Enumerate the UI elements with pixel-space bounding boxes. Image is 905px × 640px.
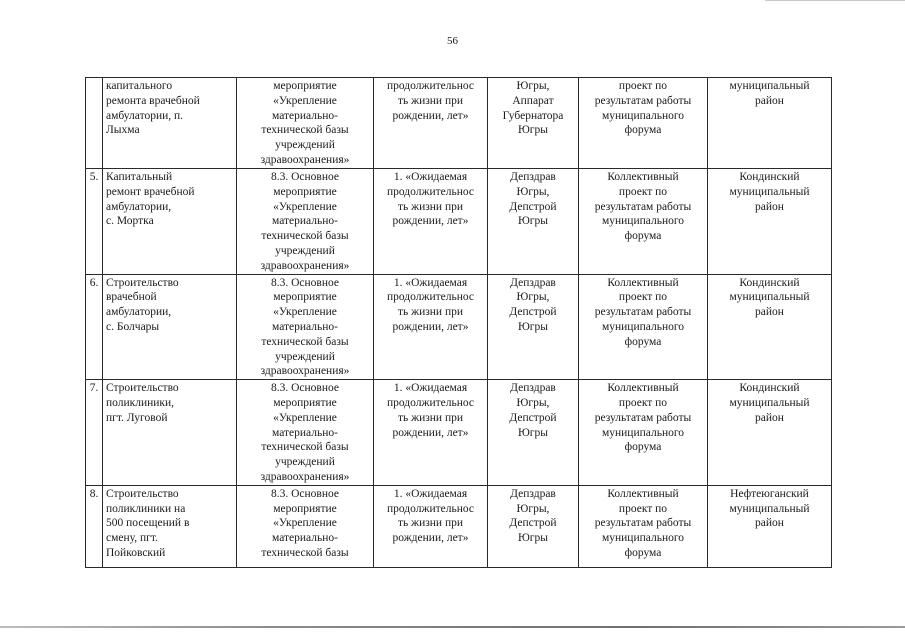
territory-cell: Кондинский муниципальный район — [708, 169, 832, 275]
projects-table — [85, 77, 832, 568]
row-number-cell: 7. — [86, 380, 103, 486]
executor-cell: Югры, Аппарат Губернатора Югры — [488, 78, 579, 169]
territory-cell: Кондинский муниципальный район — [708, 274, 832, 380]
form-cell: Коллективный проект по результатам работы муниципального форума — [579, 485, 708, 567]
object-cell: Строительство поликлиники, пгт. Луговой — [103, 380, 237, 486]
form-cell: Коллективный проект по результатам работы муниципального форума — [579, 169, 708, 275]
executor-cell: Депздрав Югры, Депстрой Югры — [488, 485, 579, 567]
territory-cell: муниципальный район — [708, 78, 832, 169]
event-cell: 8.3. Основное мероприятие «Укрепление материально- технической базы учреждений здравоохранения» — [237, 380, 374, 486]
page-number: 56 — [447, 35, 458, 47]
form-cell: проект по результатам работы муниципального форума — [579, 78, 708, 169]
territory-cell: Нефтеюганский муниципальный район — [708, 485, 832, 567]
event-cell: 8.3. Основное мероприятие «Укрепление материально- технической базы учреждений здравоохранения» — [237, 274, 374, 380]
table-row — [86, 169, 832, 275]
indicator-cell: продолжительнос ть жизни при рождении, лет» — [374, 78, 488, 169]
executor-cell: Депздрав Югры, Депстрой Югры — [488, 169, 579, 275]
scan-top-edge — [765, 0, 905, 1]
object-cell: капитального ремонта врачебной амбулатории, п. Лыхма — [103, 78, 237, 169]
event-cell: 8.3. Основное мероприятие «Укрепление материально- технической базы учреждений здравоохранения» — [237, 169, 374, 275]
form-cell: Коллективный проект по результатам работы муниципального форума — [579, 274, 708, 380]
object-cell: Строительство врачебной амбулатории, с. Болчары — [103, 274, 237, 380]
scan-bottom-edge — [0, 626, 905, 628]
row-number-cell: 5. — [86, 169, 103, 275]
row-number-cell: 6. — [86, 274, 103, 380]
table-row — [86, 78, 832, 169]
event-cell: 8.3. Основное мероприятие «Укрепление материально- технической базы — [237, 485, 374, 567]
row-number-cell: 8. — [86, 485, 103, 567]
form-cell: Коллективный проект по результатам работы муниципального форума — [579, 380, 708, 486]
row-number-cell — [86, 78, 103, 169]
indicator-cell: 1. «Ожидаемая продолжительнос ть жизни при рождении, лет» — [374, 485, 488, 567]
executor-cell: Депздрав Югры, Депстрой Югры — [488, 274, 579, 380]
table-row — [86, 380, 832, 486]
executor-cell: Депздрав Югры, Депстрой Югры — [488, 380, 579, 486]
indicator-cell: 1. «Ожидаемая продолжительнос ть жизни при рождении, лет» — [374, 380, 488, 486]
event-cell: мероприятие «Укрепление материально- технической базы учреждений здравоохранения» — [237, 78, 374, 169]
object-cell: Строительство поликлиники на 500 посещений в смену, пгт. Пойковский — [103, 485, 237, 567]
object-cell: Капитальный ремонт врачебной амбулатории, с. Мортка — [103, 169, 237, 275]
indicator-cell: 1. «Ожидаемая продолжительнос ть жизни при рождении, лет» — [374, 169, 488, 275]
indicator-cell: 1. «Ожидаемая продолжительнос ть жизни при рождении, лет» — [374, 274, 488, 380]
territory-cell: Кондинский муниципальный район — [708, 380, 832, 486]
table-row — [86, 485, 832, 567]
table-row — [86, 274, 832, 380]
